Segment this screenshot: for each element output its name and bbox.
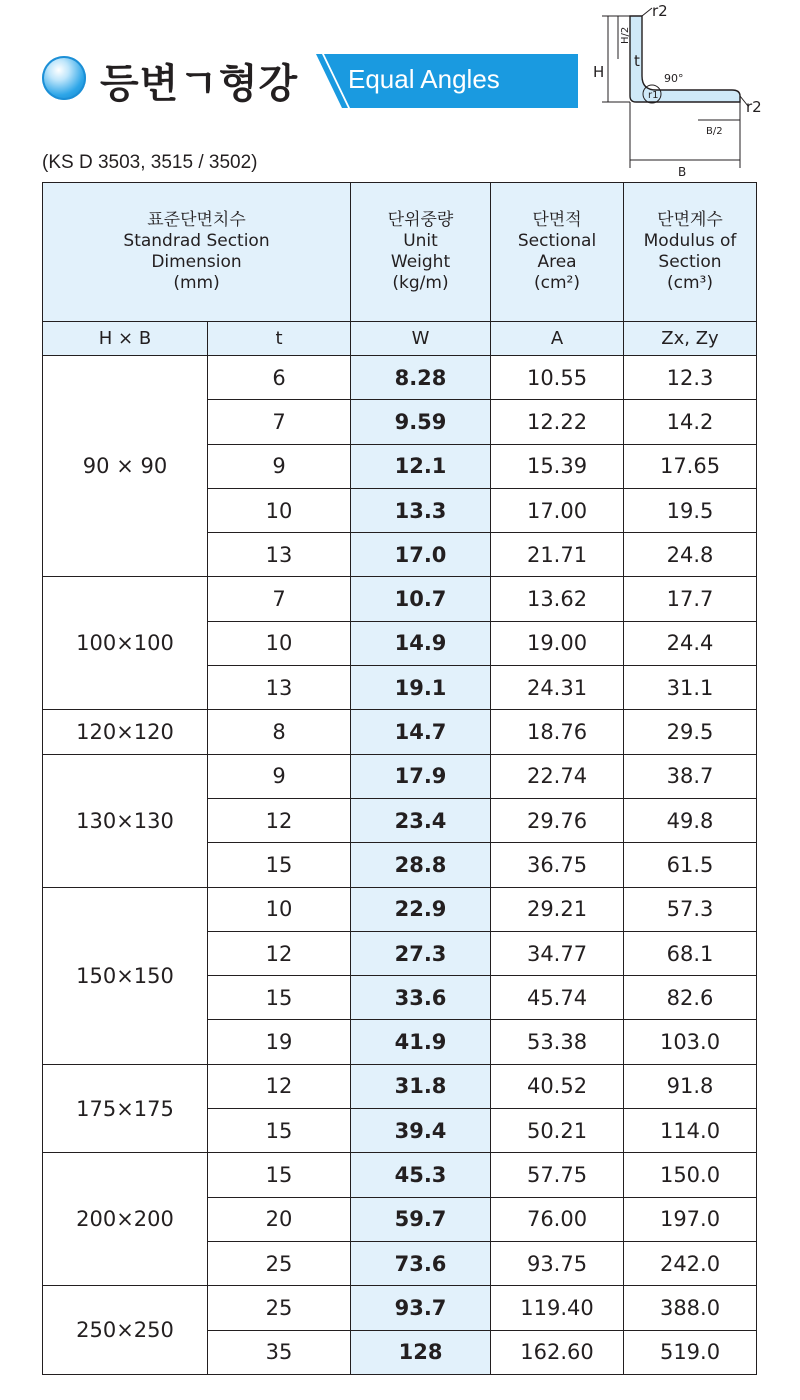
area-cell: 40.52 — [491, 1064, 624, 1108]
modulus-cell: 91.8 — [624, 1064, 757, 1108]
area-cell: 50.21 — [491, 1109, 624, 1153]
area-cell: 15.39 — [491, 444, 624, 488]
weight-cell: 45.3 — [351, 1153, 491, 1197]
table-row — [43, 887, 757, 931]
modulus-cell: 103.0 — [624, 1020, 757, 1064]
t-cell: 12 — [208, 798, 351, 842]
area-cell: 119.40 — [491, 1286, 624, 1330]
modulus-cell: 12.3 — [624, 356, 757, 400]
area-cell: 13.62 — [491, 577, 624, 621]
bullet-ball-icon — [42, 56, 86, 100]
weight-cell: 41.9 — [351, 1020, 491, 1064]
t-cell: 12 — [208, 1064, 351, 1108]
weight-cell: 23.4 — [351, 798, 491, 842]
modulus-cell: 17.7 — [624, 577, 757, 621]
t-cell: 15 — [208, 976, 351, 1020]
area-cell: 21.71 — [491, 533, 624, 577]
standard-reference: (KS D 3503, 3515 / 3502) — [42, 152, 258, 173]
modulus-cell: 24.4 — [624, 621, 757, 665]
size-cell: 175×175 — [43, 1064, 208, 1153]
area-cell: 10.55 — [491, 356, 624, 400]
t-cell: 15 — [208, 843, 351, 887]
table-row — [43, 356, 757, 400]
weight-cell: 14.7 — [351, 710, 491, 754]
subheader-hb: H × B — [43, 322, 208, 356]
title-english: Equal Angles — [348, 64, 500, 94]
table-row — [43, 577, 757, 621]
t-cell: 15 — [208, 1153, 351, 1197]
equal-angles-spec-table — [42, 182, 757, 1375]
weight-cell: 13.3 — [351, 488, 491, 532]
modulus-cell: 68.1 — [624, 931, 757, 975]
weight-cell: 19.1 — [351, 666, 491, 710]
weight-cell: 128 — [351, 1330, 491, 1374]
area-cell: 57.75 — [491, 1153, 624, 1197]
weight-cell: 31.8 — [351, 1064, 491, 1108]
weight-cell: 10.7 — [351, 577, 491, 621]
weight-cell: 22.9 — [351, 887, 491, 931]
subheader-t: t — [208, 322, 351, 356]
modulus-cell: 31.1 — [624, 666, 757, 710]
t-cell: 19 — [208, 1020, 351, 1064]
weight-cell: 9.59 — [351, 400, 491, 444]
weight-cell: 8.28 — [351, 356, 491, 400]
modulus-cell: 38.7 — [624, 754, 757, 798]
t-cell: 10 — [208, 488, 351, 532]
weight-cell: 28.8 — [351, 843, 491, 887]
dim-r2-right-label: r2 — [746, 98, 762, 116]
size-cell: 250×250 — [43, 1286, 208, 1375]
area-cell: 24.31 — [491, 666, 624, 710]
modulus-cell: 197.0 — [624, 1197, 757, 1241]
modulus-cell: 114.0 — [624, 1109, 757, 1153]
table-row — [43, 754, 757, 798]
table-row — [43, 1286, 757, 1330]
area-cell: 29.21 — [491, 887, 624, 931]
t-cell: 13 — [208, 666, 351, 710]
modulus-cell: 388.0 — [624, 1286, 757, 1330]
page-header — [0, 0, 800, 180]
modulus-cell: 57.3 — [624, 887, 757, 931]
modulus-cell: 19.5 — [624, 488, 757, 532]
table-row — [43, 710, 757, 754]
modulus-cell: 519.0 — [624, 1330, 757, 1374]
modulus-cell: 29.5 — [624, 710, 757, 754]
area-cell: 17.00 — [491, 488, 624, 532]
table-body — [43, 356, 757, 1375]
weight-cell: 17.9 — [351, 754, 491, 798]
t-cell: 10 — [208, 887, 351, 931]
weight-cell: 59.7 — [351, 1197, 491, 1241]
modulus-cell: 49.8 — [624, 798, 757, 842]
modulus-cell: 82.6 — [624, 976, 757, 1020]
area-cell: 19.00 — [491, 621, 624, 665]
area-cell: 22.74 — [491, 754, 624, 798]
angle-90-label: 90° — [664, 72, 684, 85]
area-cell: 34.77 — [491, 931, 624, 975]
weight-cell: 73.6 — [351, 1241, 491, 1285]
dim-b-half-label: B/2 — [706, 126, 723, 137]
t-cell: 9 — [208, 444, 351, 488]
t-cell: 7 — [208, 400, 351, 444]
modulus-cell: 150.0 — [624, 1153, 757, 1197]
size-cell: 130×130 — [43, 754, 208, 887]
modulus-cell: 17.65 — [624, 444, 757, 488]
table-row — [43, 1153, 757, 1197]
modulus-cell: 24.8 — [624, 533, 757, 577]
weight-cell: 39.4 — [351, 1109, 491, 1153]
weight-cell: 12.1 — [351, 444, 491, 488]
modulus-cell: 242.0 — [624, 1241, 757, 1285]
modulus-cell: 14.2 — [624, 400, 757, 444]
weight-cell: 27.3 — [351, 931, 491, 975]
size-cell: 200×200 — [43, 1153, 208, 1286]
t-cell: 12 — [208, 931, 351, 975]
dim-r2-top-label: r2 — [652, 2, 668, 20]
size-cell: 90 × 90 — [43, 356, 208, 577]
dim-r1-label: r1 — [648, 90, 659, 101]
area-cell: 93.75 — [491, 1241, 624, 1285]
size-cell: 100×100 — [43, 577, 208, 710]
header-modulus: 단면계수 Modulus of Section (cm³) — [624, 183, 757, 322]
area-cell: 45.74 — [491, 976, 624, 1020]
table-subheader-row — [43, 322, 757, 356]
t-cell: 35 — [208, 1330, 351, 1374]
dim-h-label: H — [593, 63, 605, 81]
t-cell: 20 — [208, 1197, 351, 1241]
t-cell: 6 — [208, 356, 351, 400]
t-cell: 8 — [208, 710, 351, 754]
area-cell: 29.76 — [491, 798, 624, 842]
area-cell: 12.22 — [491, 400, 624, 444]
t-cell: 15 — [208, 1109, 351, 1153]
t-cell: 25 — [208, 1241, 351, 1285]
weight-cell: 93.7 — [351, 1286, 491, 1330]
title-korean: 등변ㄱ형강 — [100, 61, 299, 107]
area-cell: 18.76 — [491, 710, 624, 754]
t-cell: 9 — [208, 754, 351, 798]
area-cell: 76.00 — [491, 1197, 624, 1241]
t-cell: 25 — [208, 1286, 351, 1330]
subheader-a: A — [491, 322, 624, 356]
modulus-cell: 61.5 — [624, 843, 757, 887]
t-cell: 13 — [208, 533, 351, 577]
area-cell: 53.38 — [491, 1020, 624, 1064]
area-cell: 162.60 — [491, 1330, 624, 1374]
header-dimension: 표준단면치수 Standrad Section Dimension (mm) — [43, 183, 351, 322]
size-cell: 120×120 — [43, 710, 208, 754]
header-sectional-area: 단면적 Sectional Area (cm²) — [491, 183, 624, 322]
subheader-z: Zx, Zy — [624, 322, 757, 356]
table-header-row — [43, 183, 757, 322]
table-row — [43, 1064, 757, 1108]
dim-t-label: t — [634, 52, 640, 70]
header-unit-weight: 단위중량 Unit Weight (kg/m) — [351, 183, 491, 322]
size-cell: 150×150 — [43, 887, 208, 1064]
angle-section-diagram — [590, 2, 790, 178]
area-cell: 36.75 — [491, 843, 624, 887]
dim-b-label: B — [678, 165, 687, 178]
dim-h-half-label: H/2 — [620, 26, 631, 44]
weight-cell: 33.6 — [351, 976, 491, 1020]
t-cell: 7 — [208, 577, 351, 621]
weight-cell: 17.0 — [351, 533, 491, 577]
weight-cell: 14.9 — [351, 621, 491, 665]
t-cell: 10 — [208, 621, 351, 665]
subheader-w: W — [351, 322, 491, 356]
